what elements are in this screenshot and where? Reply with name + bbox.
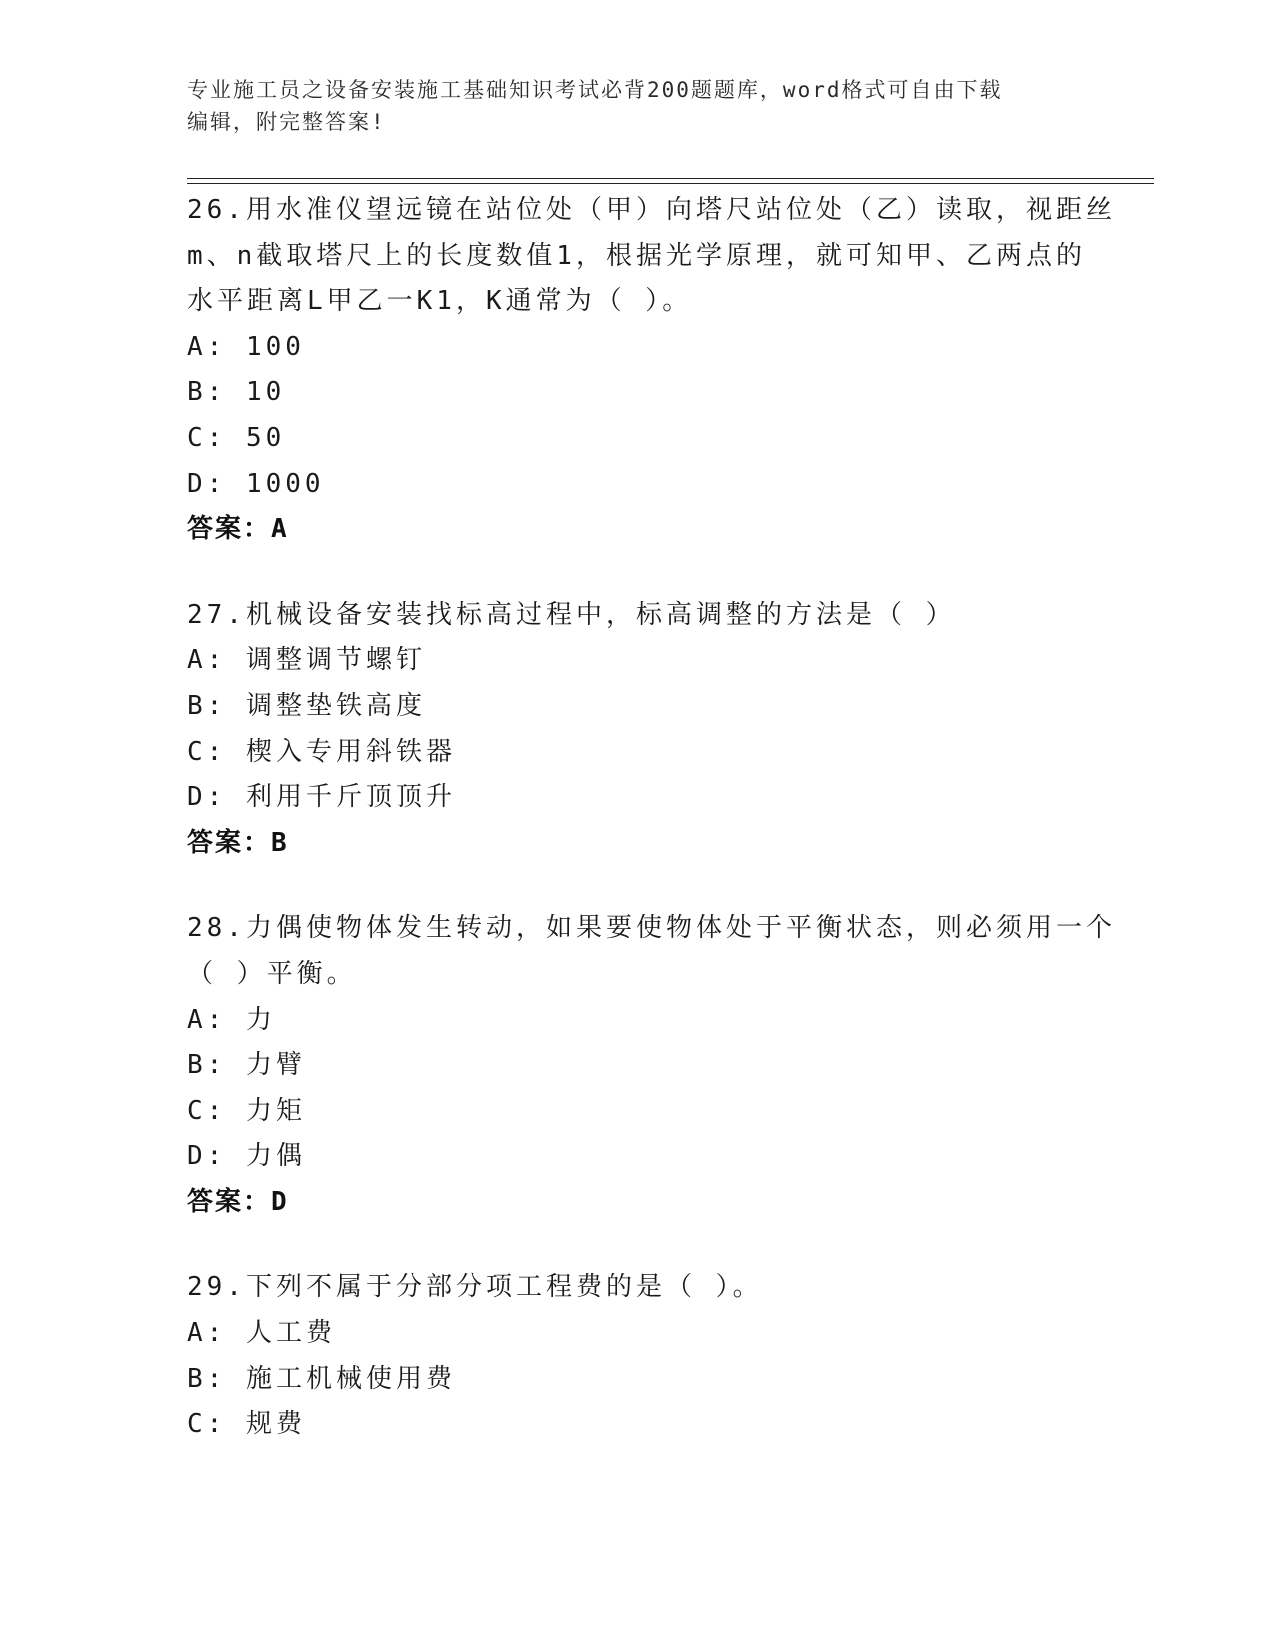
option-b: B: 10 bbox=[187, 377, 286, 408]
option-c: C: 楔入专用斜铁器 bbox=[187, 736, 456, 767]
option-c: C: 50 bbox=[187, 422, 286, 453]
answer-value: B bbox=[271, 827, 289, 858]
option-b: B: 调整垫铁高度 bbox=[187, 690, 426, 721]
option-c: C: 规费 bbox=[187, 1409, 306, 1440]
question-stem: 水平距离L甲乙一K1，K通常为（ ）。 bbox=[187, 286, 693, 317]
option-a: A: 力 bbox=[187, 1004, 276, 1035]
answer-line bbox=[187, 821, 1087, 867]
answer-value: D bbox=[271, 1186, 289, 1217]
answer-line bbox=[187, 1180, 1087, 1226]
question-stem: m、n截取塔尺上的长度数值1，根据光学原理，就可知甲、乙两点的 bbox=[187, 240, 1086, 271]
question-28 bbox=[187, 906, 1116, 1225]
question-27 bbox=[187, 593, 1087, 867]
header-line-2: 编辑，附完整答案! bbox=[187, 110, 386, 134]
question-stem: 29.下列不属于分部分项工程费的是（ ）。 bbox=[187, 1272, 763, 1303]
option-d: D: 力偶 bbox=[187, 1141, 306, 1172]
question-list bbox=[187, 188, 1116, 1488]
question-stem: 26.用水准仪望远镜在站位处（甲）向塔尺站位处（乙）读取，视距丝 bbox=[187, 195, 1116, 225]
document-header bbox=[187, 74, 1087, 138]
answer-label: 答案： bbox=[187, 827, 272, 858]
question-stem: （ ）平衡。 bbox=[187, 958, 357, 989]
header-divider-top bbox=[187, 178, 1154, 179]
header-line-1: 专业施工员之设备安装施工基础知识考试必背200题题库，word格式可自由下载 bbox=[187, 78, 1003, 102]
option-b: B: 力臂 bbox=[187, 1050, 306, 1081]
question-stem: 28.力偶使物体发生转动，如果要使物体处于平衡状态，则必须用一个 bbox=[187, 913, 1116, 944]
question-29 bbox=[187, 1265, 1087, 1447]
option-a: A: 100 bbox=[187, 331, 305, 362]
answer-label: 答案： bbox=[187, 1186, 272, 1217]
option-d: D: 1000 bbox=[187, 468, 325, 499]
option-a: A: 人工费 bbox=[187, 1318, 336, 1349]
option-b: B: 施工机械使用费 bbox=[187, 1363, 456, 1394]
option-c: C: 力矩 bbox=[187, 1095, 306, 1126]
question-26 bbox=[187, 188, 1116, 553]
answer-value: A bbox=[271, 514, 289, 545]
option-a: A: 调整调节螺钉 bbox=[187, 645, 426, 676]
question-stem: 27.机械设备安装找标高过程中，标高调整的方法是（ ） bbox=[187, 599, 956, 630]
header-divider-bottom bbox=[187, 183, 1154, 184]
option-d: D: 利用千斤顶顶升 bbox=[187, 782, 456, 813]
answer-label: 答案： bbox=[187, 514, 272, 545]
answer-line bbox=[187, 507, 1087, 553]
